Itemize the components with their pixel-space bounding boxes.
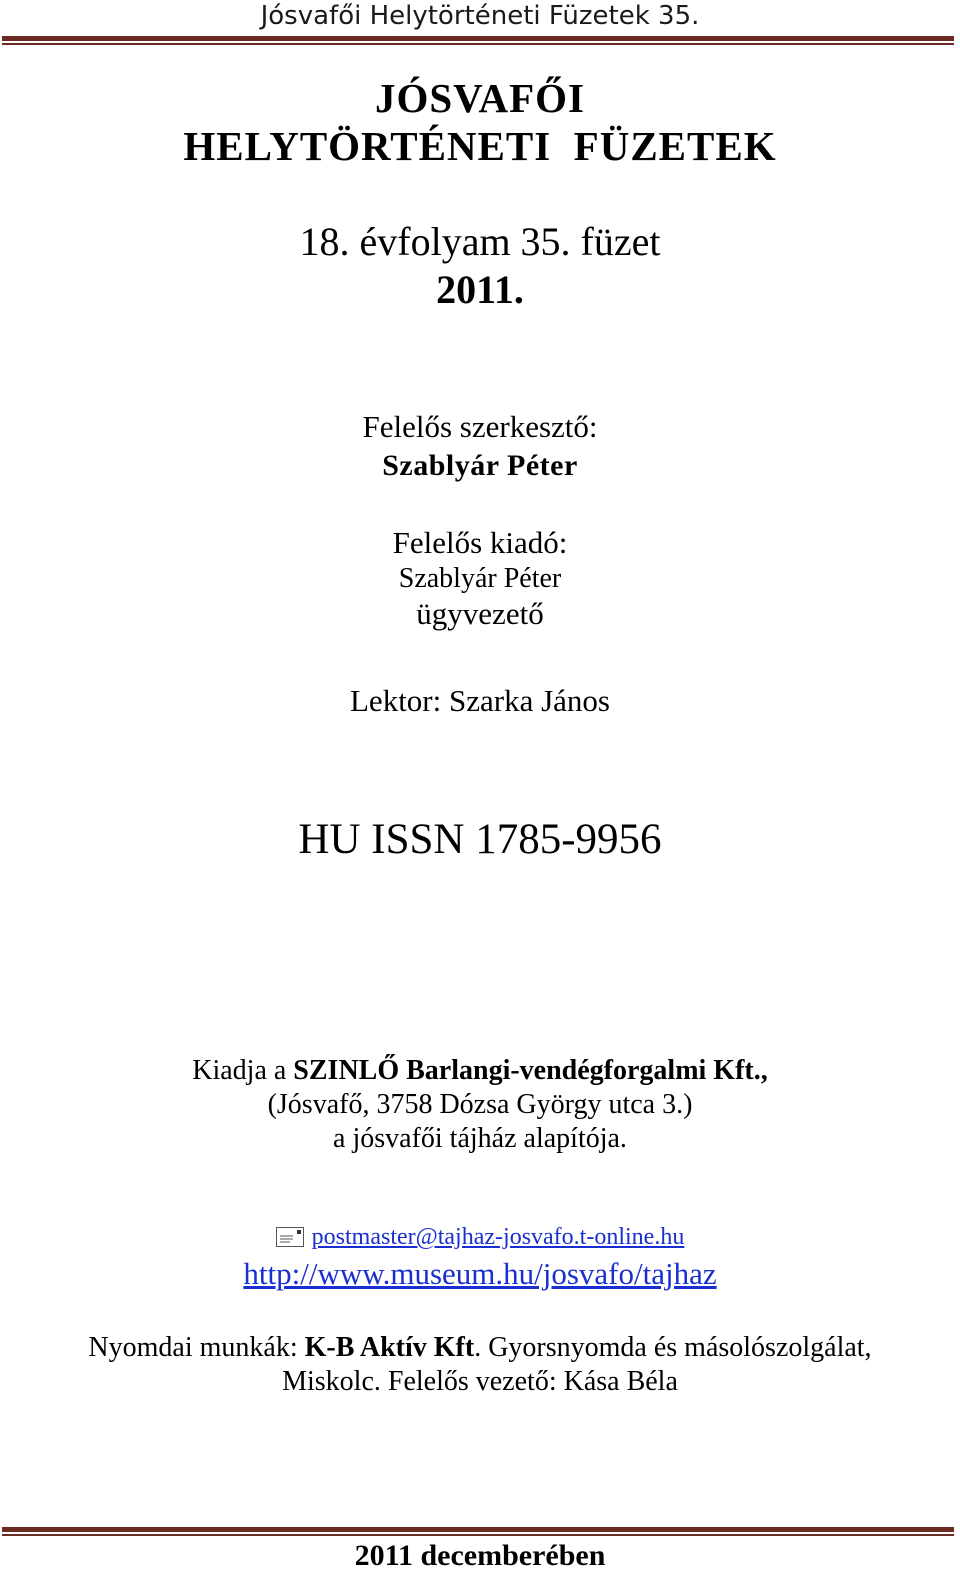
- header-rule-thin: [2, 43, 954, 45]
- title-line-2: HELYTÖRTÉNETI FÜZETEK: [183, 123, 777, 169]
- running-header: Jósvafői Helytörténeti Füzetek 35.: [260, 1, 700, 31]
- header-rule-thick: [2, 36, 954, 41]
- footer-date: 2011 decemberében: [354, 1539, 606, 1572]
- printing-prefix: Nyomdai munkák:: [88, 1332, 305, 1363]
- title-line-1: JÓSVAFŐI: [374, 75, 586, 121]
- year-line: 2011.: [436, 267, 524, 312]
- url-row: [0, 1256, 960, 1292]
- website-link[interactable]: http://www.museum.hu/josvafo/tajhaz: [243, 1256, 717, 1291]
- issuer-suffix: ,: [760, 1055, 768, 1086]
- email-link[interactable]: postmaster@tajhaz-josvafo.t-online.hu: [311, 1224, 685, 1250]
- lector-line: Lektor: Szarka János: [350, 683, 610, 718]
- volume-line: 18. évfolyam 35. füzet: [299, 219, 661, 264]
- editor-label: Felelős szerkesztő:: [362, 409, 598, 444]
- printing-line-2: Miskolc. Felelős vezető: Kása Béla: [282, 1366, 678, 1397]
- printing-line-1: [0, 1332, 960, 1364]
- issn-line: HU ISSN 1785-9956: [298, 816, 662, 863]
- publisher-label: Felelős kiadó:: [392, 525, 568, 560]
- mail-icon: [276, 1227, 304, 1247]
- publisher-name: Szablyár Péter: [398, 563, 562, 594]
- editor-name: Szablyár Péter: [382, 449, 578, 482]
- issuer-address: (Jósvafő, 3758 Dózsa György utca 3.): [267, 1089, 693, 1120]
- printing-suffix: . Gyorsnyomda és másolószolgálat,: [474, 1332, 872, 1363]
- issuer-company: SZINLŐ Barlangi-vendégforgalmi Kft.: [293, 1055, 761, 1086]
- issuer-line: [0, 1055, 960, 1087]
- footer-rule-thick: [2, 1527, 954, 1532]
- email-row: [0, 1224, 960, 1252]
- printing-company: K-B Aktív Kft: [304, 1332, 475, 1363]
- publisher-role: ügyvezető: [416, 596, 544, 631]
- issuer-prefix: Kiadja a: [192, 1055, 294, 1086]
- footer-rule-thin: [2, 1534, 954, 1536]
- issuer-note: a jósvafői tájház alapítója.: [333, 1123, 627, 1154]
